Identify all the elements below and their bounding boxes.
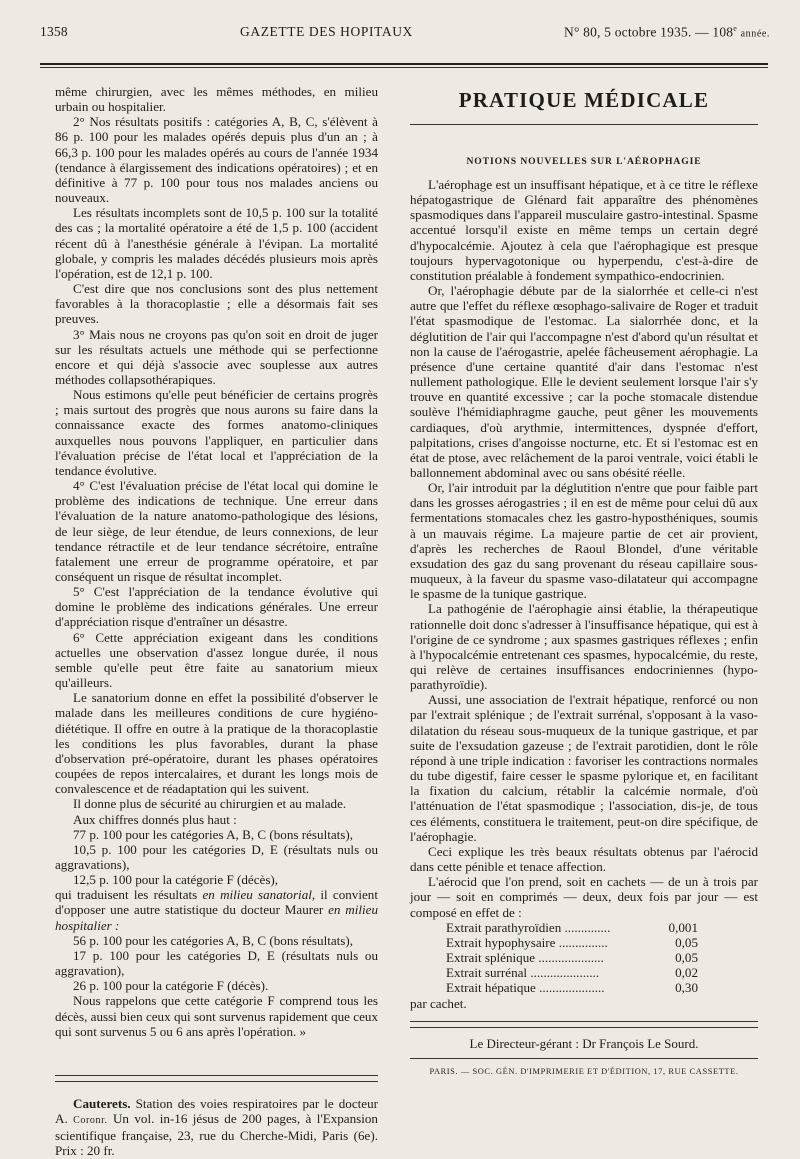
article-title: NOTIONS NOUVELLES SUR L'AÉROPHAGIE <box>466 156 702 167</box>
formula-name: Extrait surrénal ..................... <box>446 965 600 981</box>
paragraph: Nous estimons qu'elle peut bénéficier de certains progrès ; mais surtout des progrès que nous aurons su faire dans la connaissance exacte des formes anatomo-cliniques auxquelles nous pouvons l'appliquer, en particulier dans l'évaluation précise de l'état local et l'appréciation de la tendance évolutive. <box>55 387 378 478</box>
stat-line: 12,5 p. 100 pour la catégorie F (décès), <box>73 872 279 888</box>
transition-emphasis: en milieu sanatorial, <box>202 887 316 903</box>
signature-double-rule <box>410 1021 758 1028</box>
formula-dose: 0,05 <box>675 950 698 966</box>
formula-name: Extrait hépatique .................... <box>446 980 605 996</box>
transition-text: qui traduisent les résultats <box>55 887 198 903</box>
paragraph: La pathogénie de l'aérophagie ainsi établie, la thérapeutique rationnelle doit donc s'adresser à l'insuffisance hépatique, qui est à l'origine de ce syndrome ; aux spasmes gastriques réflexes ; enfin à l'hypocalcémie entretenant ces spasmes, hypocalcémie, du reste, qui relève de certaines insuffisances endocriniennes (hypo-parathyroïdie). <box>410 601 758 693</box>
paragraph: L'aérocid que l'on prend, soit en cachets — de un à trois par jour — soit en comprimés — deux, deux fois par jour — est composé en effet de : <box>410 874 758 920</box>
formula-dose: 0,001 <box>668 919 698 935</box>
issue-year-word: année. <box>740 28 770 40</box>
paragraph: Il donne plus de sécurité au chirurgien et au malade. <box>73 796 347 812</box>
formula-list <box>410 920 758 996</box>
bibliography-title: Station des voies respiratoires par le docteur A. <box>55 1095 378 1127</box>
formula-item <box>410 935 758 950</box>
bibliography-details: Un vol. in-16 jésus de 200 pages, à l'Expansion scientifique française, 23, rue du Cherche-Midi, Paris (6e). <box>55 1111 378 1144</box>
formula-suffix: par cachet. <box>410 995 467 1011</box>
formula-item <box>410 965 758 980</box>
stat-line: 77 p. 100 pour les catégories A, B, C (bons résultats), <box>73 826 354 842</box>
bibliography-place: Cauterets. <box>73 1095 131 1111</box>
stat-line: 26 p. 100 pour la catégorie F (décès). <box>73 978 269 994</box>
formula-item <box>410 950 758 965</box>
paragraph: 3° Mais nous ne croyons pas qu'on soit en droit de juger sur les résultats actuels une méthode qui se perfectionne encore et qui déjà s'associe avec souplesse aux autres méthodes collapsothérapiques. <box>55 326 378 387</box>
formula-item <box>410 920 758 935</box>
stat-line: 10,5 p. 100 pour les catégories D, E (résultats nuls ou aggravations), <box>55 841 378 872</box>
formula-name: Extrait splénique .................... <box>446 950 604 966</box>
paragraph: L'aérophage est un insuffisant hépatique, et à ce titre le réflexe hépatogastrique de Glénard fait apparaître des phénomènes spasmodiques dans l'appareil musculaire gastro-intestinal. Spasme accentué lorsqu'il existe en même temps un certain degré d'hypocalcémie. Ajoutez à cela que l'aérophagique est presque toujours hypervagotonique ou hyperpendu, c'est-à-dire de constitution préalable à fondement sympathico-endocrinien. <box>410 177 758 283</box>
director-signature: Le Directeur-gérant : Dr François Le Sourd. <box>469 1035 699 1051</box>
bibliography-author: Coronr. <box>73 1115 108 1127</box>
paragraph: Ceci explique les très beaux résultats obtenus par l'aérocid dans cette pénible et tenace affection. <box>410 843 758 875</box>
paragraph: Or, l'aérophagie débute par de la sialorrhée et celle-ci n'est autre que l'effet du réflexe œsophago-salivaire de Roger et traduit l'état spasmodique de l'estomac. La sialorrhée donc, et la déglutition de l'air qui l'accompagne n'est d'abord qu'un résultat et non la cause de l'aérogastrie, apelée fâcheusement aérophagie. La présence d'une certaine quantité d'air dans l'estomac n'est nullement pathologique. Elle le devient seulement lorsque l'air s'y trouve en quantité excessive ; car la poche stomacale distendue soulève l'hémidiaphragme gauche, peut gêner les mouvements cardiaques, d'où arythmie, intermittences, dyspnée d'effort, palpitations, crises d'angoisse nocturne, etc. Et si l'estomac est en état de ptose, avec relâchement de la paroi ventrale, voici établi le ballonnement abdominal avec ou sans obésité réelle. <box>410 283 758 480</box>
paragraph: Or, l'air introduit par la déglutition n'entre que pour faible part dans les grosses aérogastries ; il en est de même pour celui dû aux fermentations stomacales chez les gastro-hyposthéniques, soumis à un mauvais régime. La majeure partie de cet air provient, d'après les recherches de Raoul Blondel, d'une véritable exsudation des gaz du sang provenant du réseau capillaire sous-muqueux, à la faveur du spasme vaso-dilatateur qui accompagne le spasme de la tunique gastrique. <box>410 480 758 602</box>
paragraph: 6° Cette appréciation exigeant dans les conditions actuelles une observation d'assez longue durée, il nous semble qu'elle peut être faite au sanatorium mieux qu'ailleurs. <box>55 629 378 691</box>
signature-rule <box>410 1058 758 1059</box>
transition-emphasis: en milieu hospitalier : <box>55 902 378 933</box>
formula-dose: 0,30 <box>675 980 698 996</box>
header-rule <box>40 63 768 65</box>
paragraph: 2° Nos résultats positifs : catégories A, B, C, s'élèvent à 86 p. 100 pour les malades opérés depuis plus d'un an ; à 66,3 p. 100 pour les malades opérés au cours de l'année 1934 (tendance à élargissement des indications opératoires) ; et en définitive à 77 p. 100 pour tous nos malades anciens ou nouveaux. <box>55 114 378 206</box>
formula-name: Extrait parathyroïdien .............. <box>446 919 611 935</box>
rubric-title: PRATIQUE MÉDICALE <box>458 88 710 112</box>
paragraph: 5° C'est l'appréciation de la tendance évolutive qui domine le problème des indications générales. Une erreur d'appréciation risque d'entraîner un désastre. <box>55 584 378 630</box>
transition-paragraph <box>55 887 378 932</box>
paragraph: Aux chiffres donnés plus haut : <box>73 811 237 827</box>
transition-text: il convient d'opposer une autre statistique du docteur Maurer <box>55 887 378 918</box>
bibliography-notice <box>55 1096 378 1159</box>
issue-sup: e <box>733 24 737 33</box>
right-column <box>410 84 758 1076</box>
paragraph: C'est dire que nos conclusions sont des plus nettement favorables à la thoracoplastie ; elle a désormais fait ses preuves. <box>55 281 378 327</box>
section-double-rule <box>55 1075 378 1082</box>
stat-line: 56 p. 100 pour les catégories A, B, C (bons résultats), <box>73 932 354 948</box>
page-number: 1358 <box>40 24 68 39</box>
formula-item <box>410 980 758 995</box>
paragraph: Aussi, une association de l'extrait hépatique, renforcé ou non par l'extrait splénique ; de l'extrait surrénal, s'opposant à la vaso-dilatation du réseau sous-muqueux de la tunique gastrique, et par suite de l'exsudation gazeuse ; de l'extrait parotidien, dont le rôle répond à une triple indication : favoriser les contractions normales du tube digestif, faire cesser le spasme pylorique et, en facilitant la fixation du calcium, rétablir la calcémie normale, d'où l'atténuation de l'état spasmodique ; l'association, dis-je, de tous ces éléments, constituera le traitement, peut-on dire spécifique, de l'aérophagie. <box>410 692 758 844</box>
issue-info <box>564 24 770 41</box>
rubric-block <box>410 84 758 142</box>
rubric-rule <box>410 124 758 125</box>
stat-line: 17 p. 100 pour les catégories D, E (résultats nuls ou aggravation), <box>55 947 378 979</box>
paragraph: Les résultats incomplets sont de 10,5 p. 100 sur la totalité des cas ; la mortalité opératoire a été de 1,5 p. 100 (accident récent dû à l'anesthésie générale à l'évipan. La mortalité globale, y compris les malades décédés plusieurs mois après l'opération, est de 12,1 p. 100. <box>55 205 378 281</box>
paragraph: Le sanatorium donne en effet la possibilité d'observer le malade dans les meilleures conditions de cure hygiéno-diététique. Il offre en outre à la pratique de la thoracoplastie les conditions les plus favorables, durant la phase d'observation pré-opératoire, durant les phases opératoires coupées de repos intercalaires, et durant les longs mois de convalescence et de réadaptation qui les suivent. <box>55 690 378 797</box>
paragraph: même chirurgien, avec les mêmes méthodes, en milieu urbain ou hospitalier. <box>55 84 378 115</box>
formula-dose: 0,05 <box>675 934 698 950</box>
left-column <box>55 84 378 1159</box>
journal-title: GAZETTE DES HOPITAUX <box>240 24 413 39</box>
header-rule-thin <box>40 67 768 68</box>
formula-dose: 0,02 <box>675 965 698 981</box>
bibliography-price: Prix : 20 fr. <box>55 1143 115 1159</box>
printer-imprint: PARIS. — SOC. GÉN. D'IMPRIMERIE ET D'ÉDITION, 17, RUE CASSETTE. <box>429 1066 739 1076</box>
paragraph: 4° C'est l'évaluation précise de l'état local qui domine le problème des indications de technique. Une erreur dans l'évaluation de la nature anatomo-pathologique des lésions, de leur siège, de leur étendue, de leurs connexions, de leur tendance rétractile et de leur tendance sécrétoire, entraîne fatalement une erreur de programme opératoire, et par conséquent un risque de résultat incomplet. <box>55 478 378 584</box>
closing-paragraph: Nous rappelons que cette catégorie F comprend tous les décès, aussi bien ceux qui sont survenus rapidement que ceux qui sont survenus 5 ou 6 ans après l'opération. » <box>55 993 378 1039</box>
page-header <box>40 24 770 46</box>
issue-number: N° 80, 5 octobre 1935. — 108 <box>564 24 734 40</box>
formula-name: Extrait hypophysaire ............... <box>446 934 608 950</box>
